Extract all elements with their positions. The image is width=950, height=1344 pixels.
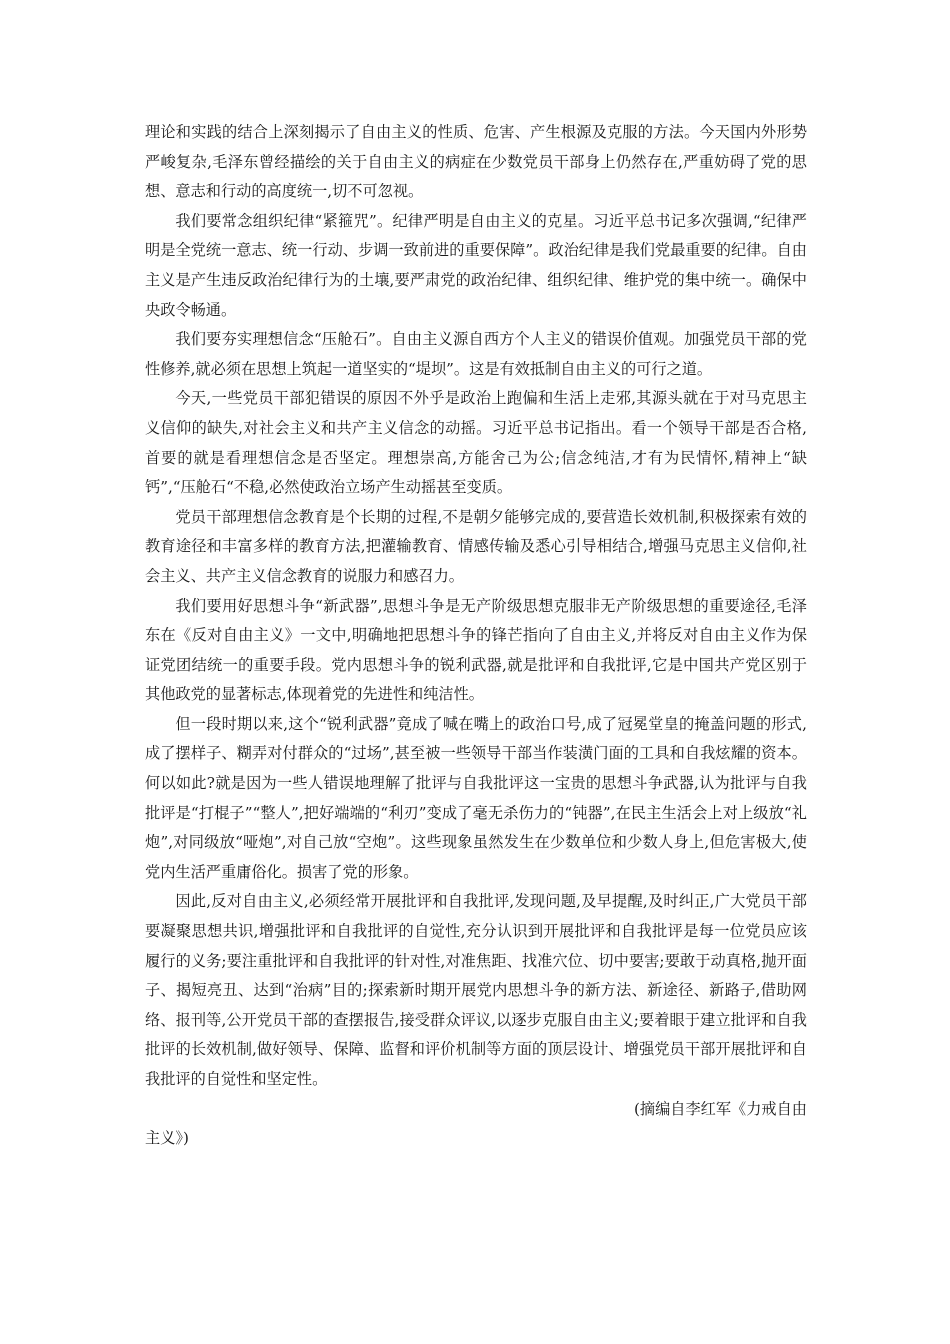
paragraph-ideological-struggle: 我们要用好思想斗争“新武器”,思想斗争是无产阶级思想克服非无产阶级思想的重要途径,毛泽东在《反对自由主义》一文中,明确地把思想斗争的锋芒指向了自由主义,并将反对自由主义作为保证党团结统一的重要手段。党内思想斗争的锐利武器,就是批评和自我批评,它是中国共产党区别于其他政党的显著标志,体现着党的先进性和纯洁性。 xyxy=(145,596,807,704)
paragraph-education: 党员干部理想信念教育是个长期的过程,不是朝夕能够完成的,要营造长效机制,积极探索有效的教育途径和丰富多样的教育方法,把灌输教育、情感传输及悉心引导相结合,增强马克思主义信仰,社会主义、共产主义信念教育的说服力和感召力。 xyxy=(145,507,807,585)
paragraph-continuation: 理论和实践的结合上深刻揭示了自由主义的性质、危害、产生根源及克服的方法。今天国内外形势严峻复杂,毛泽东曾经描绘的关于自由主义的病症在少数党员干部身上仍然存在,严重妨碍了党的思想、意志和行动的高度统一,切不可忽视。 xyxy=(145,123,807,201)
paragraph-ideals: 我们要夯实理想信念“压舱石”。自由主义源自西方个人主义的错误价值观。加强党员干部的党性修养,就必须在思想上筑起一道坚实的“堤坝”。这是有效抵制自由主义的可行之道。 xyxy=(145,330,807,378)
paragraph-therefore: 因此,反对自由主义,必须经常开展批评和自我批评,发现问题,及早提醒,及时纠正,广大党员干部要凝聚思想共识,增强批评和自我批评的自觉性,充分认识到开展批评和自我批评是每一位党员应该履行的义务;要注重批评和自我批评的针对性,对准焦距、找准穴位、切中要害;要敢于动真格,抛开面子、揭短亮丑、达到“治病”目的;探索新时期开展党内思想斗争的新方法、新途径、新路子,借助网络、报刊等,公开党员干部的查摆报告,接受群众评议,以逐步克服自由主义;要着眼于建立批评和自我批评的长效机制,做好领导、保障、监督和评价机制等方面的顶层设计、增强党员干部开展批评和自我批评的自觉性和坚定性。 xyxy=(145,892,807,1088)
article-body xyxy=(145,118,807,1154)
paragraph-sharp-weapon: 但一段时期以来,这个“锐利武器”竟成了喊在嘴上的政治口号,成了冠冕堂皇的掩盖问题的形式,成了摆样子、糊弄对付群众的“过场”,甚至被一些领导干部当作装潢门面的工具和自我炫耀的资本。何以如此?就是因为一些人错误地理解了批评与自我批评这一宝贵的思想斗争武器,认为批评与自我批评是“打棍子”“整人”,把好端端的“利刃”变成了毫无杀伤力的“钝器”,在民主生活会上对上级放“礼炮”,对同级放“哑炮”,对自己放“空炮”。这些现象虽然发生在少数单位和少数人身上,但危害极大,使党内生活严重庸俗化。损害了党的形象。 xyxy=(145,714,807,881)
paragraph-discipline: 我们要常念组织纪律“紧箍咒”。纪律严明是自由主义的克星。习近平总书记多次强调,“纪律严明是全党统一意志、统一行动、步调一致前进的重要保障”。政治纪律是我们党最重要的纪律。自由主义是产生违反政治纪律行为的土壤,要严肃党的政治纪律、组织纪律、维护党的集中统一。确保中央政令畅通。 xyxy=(145,211,807,319)
source-citation-end: 主义》) xyxy=(145,1129,189,1148)
source-citation: (摘编自李红军《力戒自由 xyxy=(634,1099,807,1118)
paragraph-today: 今天,一些党员干部犯错误的原因不外乎是政治上跑偏和生活上走邪,其源头就在于对马克思主义信仰的缺失,对社会主义和共产主义信念的动摇。习近平总书记指出。看一个领导干部是否合格,首要的就是看理想信念是否坚定。理想崇高,方能舍己为公;信念纯洁,才有为民情怀,精神上“缺钙”,“压舱石“不稳,必然使政治立场产生动摇甚至变质。 xyxy=(145,389,807,497)
